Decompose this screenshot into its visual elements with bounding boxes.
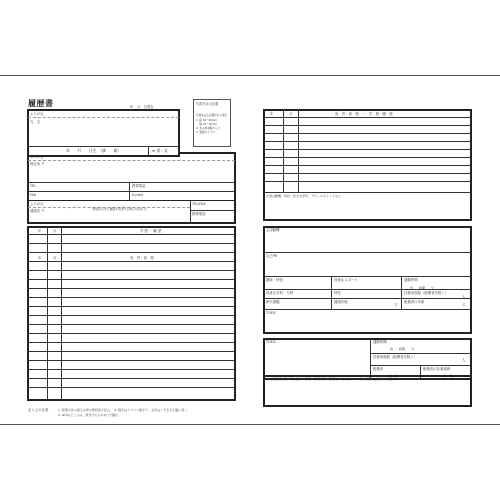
motivation-field[interactable] bbox=[264, 233, 471, 251]
footer-note-line2: 3. ※印のところは、該当するものを○で囲む。 bbox=[58, 413, 121, 417]
address-furigana-label: ふりがな bbox=[30, 155, 44, 159]
spouse-age-label: 配偶者の年齢 bbox=[404, 300, 425, 304]
health-label: 健康状態 bbox=[334, 300, 348, 304]
license-year-header: 年 bbox=[38, 256, 42, 260]
photo-title: 写真をはる位置 bbox=[196, 102, 219, 106]
contact-mobile-label: 携帯電話 bbox=[192, 212, 206, 216]
self-pr-field[interactable] bbox=[264, 259, 471, 275]
skills-label: 特技 bbox=[334, 291, 341, 295]
history2-year-header: 年 bbox=[270, 112, 274, 116]
history2-header: 免 許・資 格 ・ 学 歴・職 歴 bbox=[335, 112, 393, 116]
toeic-label: TOEIC bbox=[266, 311, 277, 315]
sports-label: 得意なスポーツ bbox=[334, 278, 358, 282]
history2-month-header: 月 bbox=[289, 112, 293, 116]
self-pr-label: 自己PR bbox=[266, 254, 278, 258]
family-label-2: 扶養家族数（配偶者を除く） bbox=[373, 355, 418, 359]
history-year-header: 年 bbox=[38, 229, 42, 233]
name-label: 氏 名 bbox=[30, 120, 41, 124]
name-field[interactable] bbox=[50, 118, 178, 144]
sex-label: ※ 男・女 bbox=[152, 148, 168, 153]
license-header: 免 許・資 格 bbox=[130, 256, 154, 260]
contact-tel-fax-label: TEL/FAX bbox=[192, 202, 206, 206]
family-unit-2: 人 bbox=[462, 358, 466, 362]
address-field[interactable] bbox=[55, 161, 233, 180]
fax-label: FAX bbox=[30, 193, 37, 197]
commute-time-label-2: 通勤時間 bbox=[373, 340, 387, 344]
contact-furigana-label: ふりがな bbox=[30, 202, 44, 206]
spouse-support-value: ※ 有・無 bbox=[440, 374, 453, 378]
resume-title: 履歴書 bbox=[28, 98, 54, 108]
email-label: E-mail bbox=[132, 193, 143, 197]
name-furigana-label: ふりがな bbox=[30, 112, 44, 116]
spouse-value: ※ 有・無 bbox=[385, 374, 398, 378]
commute-time-value: 約 時間 分 bbox=[410, 286, 435, 290]
spouse-label: 配偶者 bbox=[373, 367, 384, 371]
history-entry-area[interactable] bbox=[62, 235, 234, 399]
birthdate-label: 年 月 日生 （満 歳） bbox=[66, 148, 122, 153]
history-header: 学 歴 ・ 職 歴 bbox=[140, 229, 162, 233]
age-unit: 才 bbox=[394, 303, 398, 307]
license-label: TOEIC bbox=[266, 340, 277, 344]
resume-sheet: 履歴書 年 月 日現在 写真をはる位置 写真をはる必要がある場合 1. 縦 36～40mm 横 24～30mm 2. 本人単身胸から上 3. 裏面のりづけ ふりがな 氏 名 年 月 日生 （満 歳） ※ 男・女 ふりがな 現住所 〒 - - TEL 携帯電話 FAX E-mail ふりがな 連絡先 〒 （現住所以外に連絡を希望する場合のみ記入） - TEL/FAX 携帯電話 年 月 学 歴 ・ 職 歴 年 月 免 許・資 格 記入上の注意 1. 鉛筆以外の黒又は青の筆記具で記入。 2. 数字はアラビア数字で、文字はくずさず正確に書く。 3. ※印のところは、該当するものを○で囲む。 年 月 免 許・資 格 ・ 学 歴・職 歴 志望の動機、特技、好きな学科、アピールポイントなど 志望動機 自己PR 趣味・特技 得意なスポーツ 通勤時間 約 時間 分 得意な学科・分野 特技 扶養家族数（配偶者を除く） 人 研究課題 健康状態 配偶者の年齢 才 才 TOEIC TOEIC 通勤時間 約 時間 分 扶養家族数（配偶者を除く） 人 配偶者 配偶者の扶養義務 ※ 有・無 ※ 有・無 本人希望記入欄（特に給料・職種・勤務時間・勤務地・その他についての希望などがあれば記入） bbox=[0, 75, 500, 425]
pr-label: 志望の動機、特技、好きな学科、アピールポイントなど bbox=[266, 194, 341, 198]
footer-note-line1: 1. 鉛筆以外の黒又は青の筆記具で記入。 2. 数字はアラビア数字で、文字はくずさず正確に書く。 bbox=[58, 408, 191, 412]
history-month-header: 月 bbox=[53, 229, 57, 233]
family-unit: 人 bbox=[462, 295, 466, 299]
favorite-subjects-label: 得意な学科・分野 bbox=[266, 291, 294, 295]
mobile-label: 携帯電話 bbox=[132, 184, 146, 188]
spouse-support-label: 配偶者の扶養義務 bbox=[423, 367, 451, 371]
motivation-label: 志望動機 bbox=[266, 228, 280, 232]
date-line: 年 月 日現在 bbox=[130, 105, 154, 109]
photo-box[interactable]: 写真をはる位置 写真をはる必要がある場合 1. 縦 36～40mm 横 24～30mm 2. 本人単身胸から上 3. 裏面のりづけ bbox=[193, 99, 231, 147]
address-label: 現住所 〒 bbox=[30, 162, 45, 166]
commute-time-label: 通勤時間 bbox=[404, 278, 418, 282]
contact-address-label: 連絡先 〒 bbox=[30, 209, 45, 213]
hobbies-label: 趣味・特技 bbox=[266, 278, 283, 282]
age-unit-2: 才 bbox=[462, 303, 466, 307]
license-month-header: 月 bbox=[53, 256, 57, 260]
history2-entry-area[interactable] bbox=[299, 118, 470, 191]
footer-note-label: 記入上の注意 bbox=[28, 408, 49, 412]
request-label: 本人希望記入欄（特に給料・職種・勤務時間・勤務地・その他についての希望などがあれば記入） bbox=[266, 377, 398, 381]
research-label: 研究課題 bbox=[266, 300, 280, 304]
commute-value-2: 約 時間 分 bbox=[390, 347, 415, 351]
tel-label: TEL bbox=[30, 184, 37, 188]
family-label: 扶養家族数（配偶者を除く） bbox=[404, 291, 449, 295]
contact-note: （現住所以外に連絡を希望する場合のみ記入） bbox=[90, 207, 149, 211]
